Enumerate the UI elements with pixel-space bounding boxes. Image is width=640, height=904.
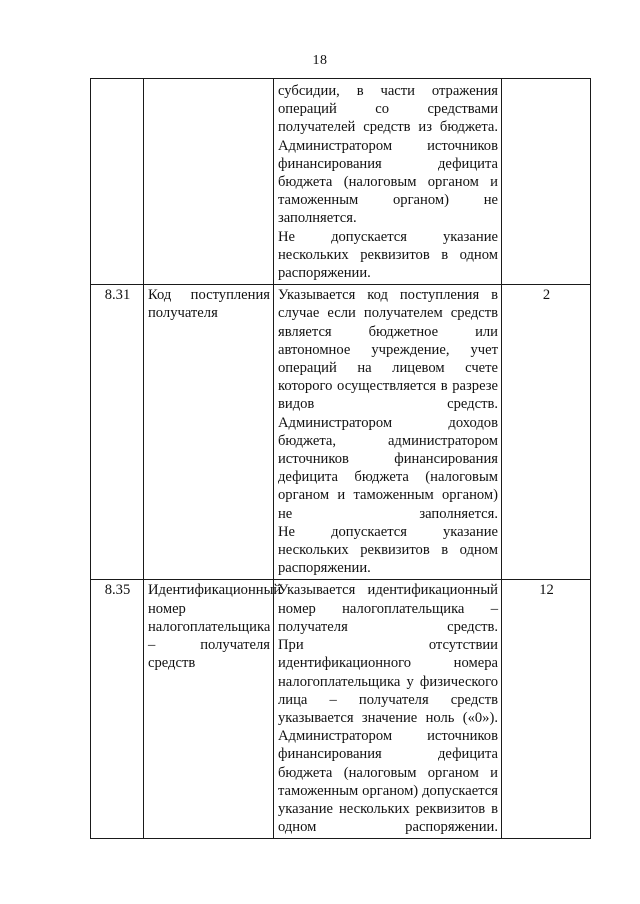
row-name-cell — [144, 79, 274, 285]
description-paragraph: Администратором источников финансирования дефицита бюджета (налоговым органом и таможенным органом) не заполняется. — [278, 137, 498, 227]
row-description-cell — [274, 79, 502, 285]
row-description-cell — [274, 580, 502, 839]
row-description-cell — [274, 285, 502, 580]
description-paragraph: субсидии, в части отражения операций со средствами получателей средств из бюджета. — [278, 83, 498, 136]
row-number-cell: 8.31 — [91, 285, 144, 580]
row-length-cell — [502, 79, 591, 285]
row-name-cell: Код поступления получателя — [144, 285, 274, 580]
table-row — [91, 580, 591, 839]
row-name-cell: Идентификационный номер налогоплательщика – получателя средств — [144, 580, 274, 839]
description-paragraph: Администратором источников финансирования дефицита бюджета (налоговым органом и таможенным органом) допускается указание нескольких реквизитов в одном распоряжении. — [278, 728, 498, 836]
description-paragraph: Не допускается указание нескольких реквизитов в одном распоряжении. — [278, 228, 498, 282]
page-number: 18 — [312, 53, 328, 68]
description-paragraph: Указывается идентификационный номер налогоплательщика – получателя средств. — [278, 582, 498, 635]
table-row — [91, 79, 591, 285]
description-paragraph: Администратором доходов бюджета, администратором источников финансирования дефицита бюджета (налоговым органом и таможенным органом) не заполняется. — [278, 414, 498, 522]
row-number-cell: 8.35 — [91, 580, 144, 839]
row-number-cell — [91, 79, 144, 285]
description-paragraph: Не допускается указание нескольких реквизитов в одном распоряжении. — [278, 523, 498, 577]
description-paragraph: При отсутствии идентификационного номера налогоплательщика у физического лица – получателя средств указывается значение ноль («0»). — [278, 637, 498, 726]
requisites-table — [90, 78, 591, 839]
row-length-cell: 2 — [502, 285, 591, 580]
description-paragraph: Указывается код поступления в случае если получателем средств является бюджетное или автономное учреждение, учет операций на лицевом счете которого осуществляется в разрезе видов средств. — [278, 287, 498, 413]
row-length-cell: 12 — [502, 580, 591, 839]
table-row — [91, 285, 591, 580]
